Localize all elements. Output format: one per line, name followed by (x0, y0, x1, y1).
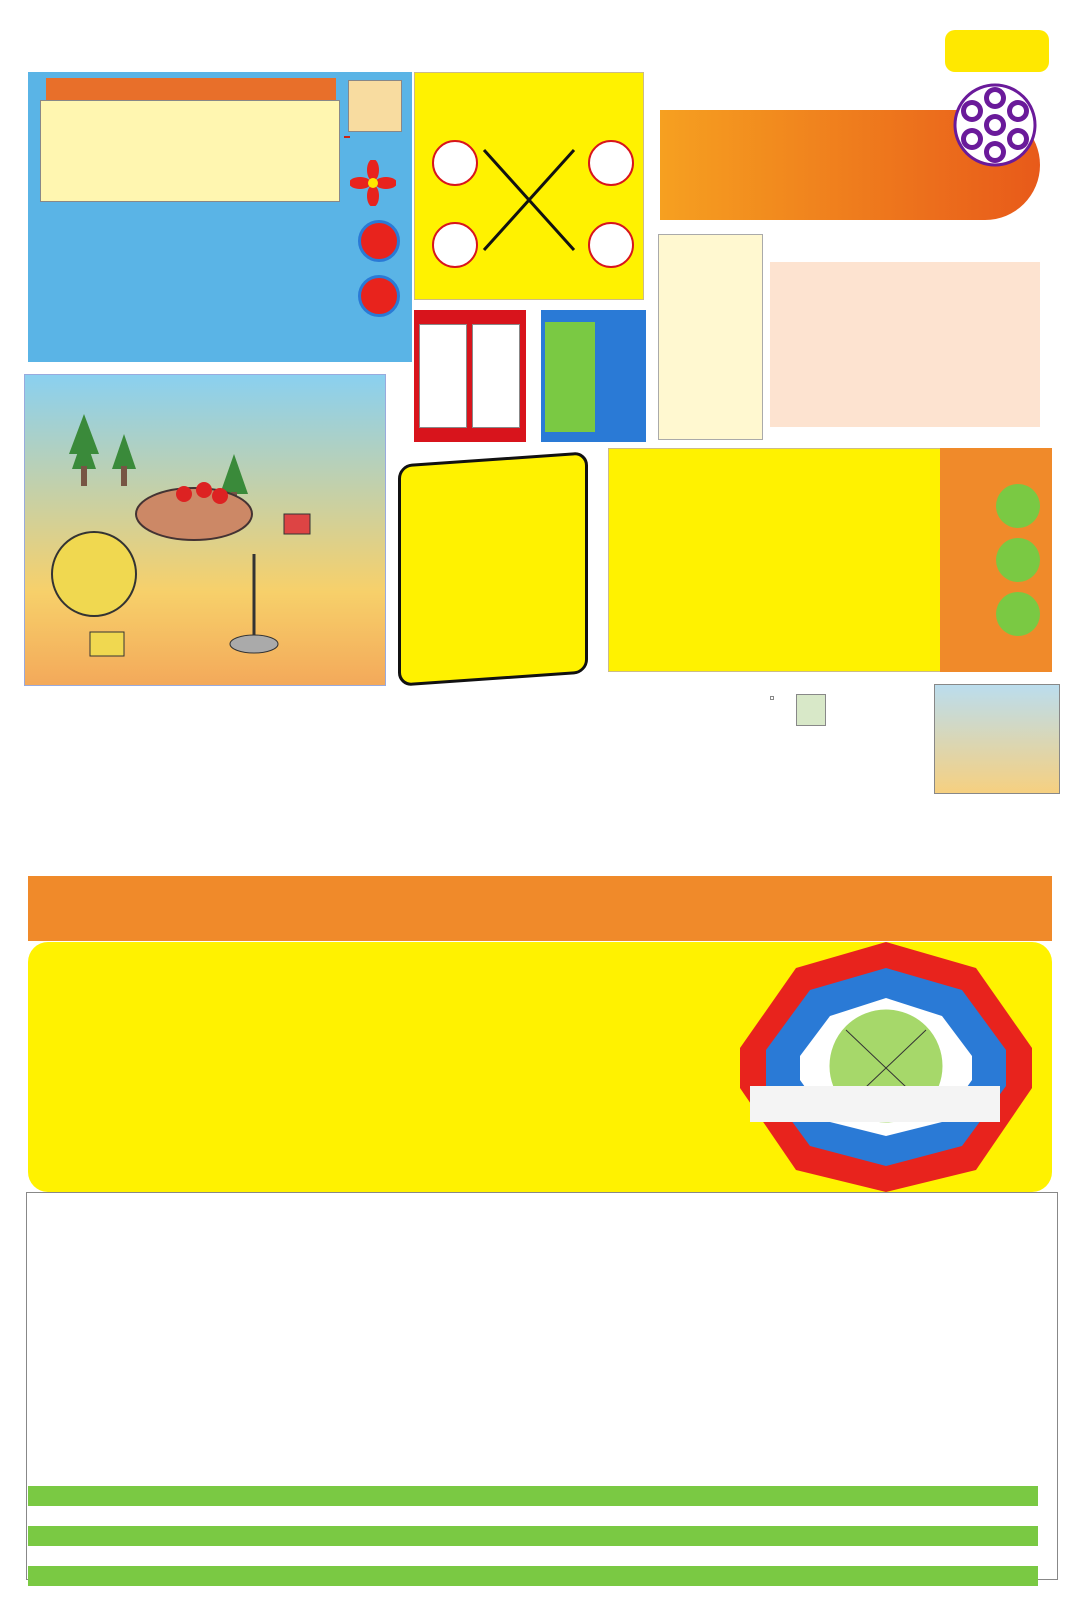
zero-row (28, 1486, 1038, 1506)
zero-row (28, 1526, 1038, 1546)
badge (945, 30, 1049, 72)
mini-pic (796, 694, 826, 726)
lotus-icon (950, 80, 1040, 170)
lucky-num-4 (588, 222, 634, 268)
fortune-banner-words (140, 886, 940, 926)
side-label (344, 136, 350, 138)
hand-icon (348, 80, 402, 132)
mini-label (770, 696, 774, 700)
table-title (46, 78, 336, 100)
bigsmall-card-2 (472, 324, 520, 428)
lucky-num-1 (432, 140, 478, 186)
bigsmall-card-1 (419, 324, 467, 428)
lucky-num-2 (588, 140, 634, 186)
analysis-text (34, 212, 352, 354)
zero-row (28, 1546, 1038, 1566)
hexagram-ball-3 (996, 592, 1040, 636)
zero-row (28, 1566, 1038, 1586)
top-header (0, 0, 1080, 26)
scroll-lines (418, 474, 568, 650)
dot-grid (0, 1196, 1080, 1580)
lady-pic (934, 684, 1060, 794)
blurred-area (770, 262, 1040, 427)
hexagram-ball-2 (996, 538, 1040, 582)
cartoon-illustration (24, 374, 386, 686)
hexagram-text (618, 502, 938, 672)
wheel-blur (750, 1086, 1000, 1122)
flower-icon (350, 160, 396, 206)
special-green (545, 322, 595, 432)
hexagram-side (948, 462, 978, 662)
blessing-body (686, 238, 761, 436)
top-brand-strip (28, 52, 938, 66)
analysis-ball-1 (358, 220, 400, 262)
fortune-lines (40, 1006, 740, 1188)
lucky-num-3 (432, 222, 478, 268)
hexagram-ball-1 (996, 484, 1040, 528)
blessing-main (662, 244, 684, 434)
wheel-center (736, 938, 1036, 1194)
zero-row (28, 1506, 1038, 1526)
zodiac-grid (28, 690, 754, 870)
analysis-ball-2 (358, 275, 400, 317)
wangruo-table (40, 100, 340, 202)
